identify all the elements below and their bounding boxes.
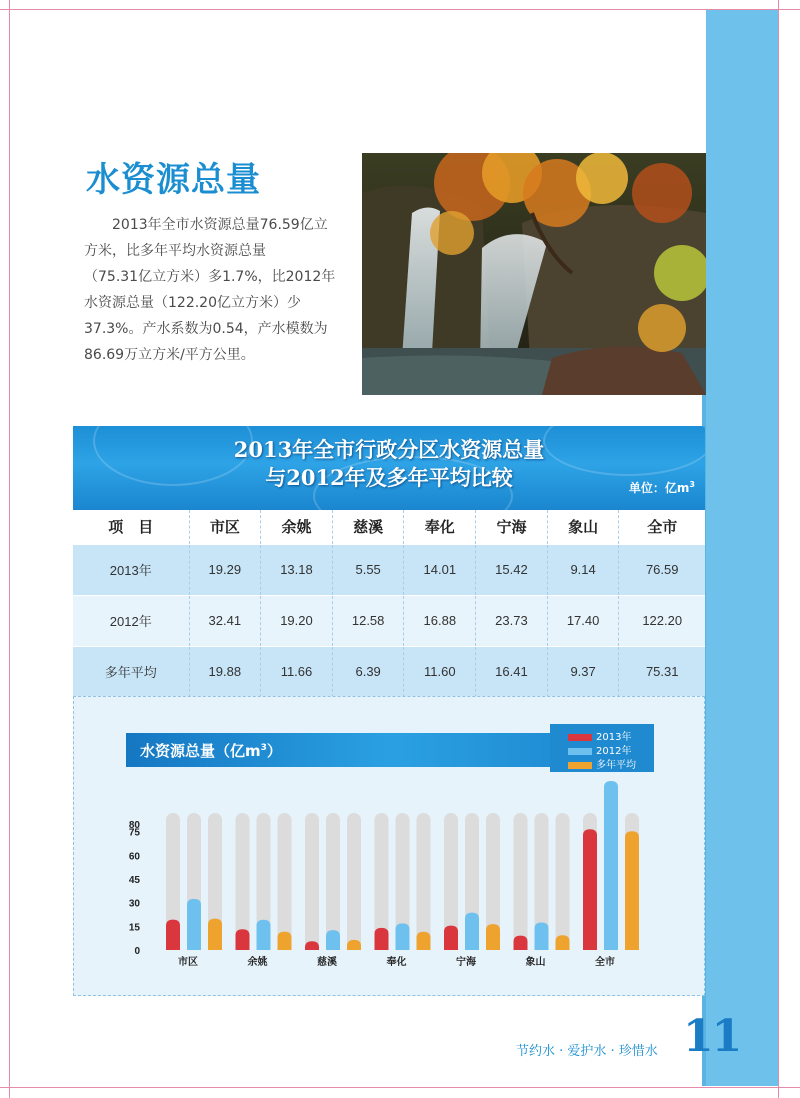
bar-track: [514, 813, 528, 950]
section-title: 水资源总量: [86, 160, 261, 200]
bar: [535, 923, 549, 950]
table-cell: 16.41: [476, 646, 548, 697]
table-cell: 76.59: [619, 544, 705, 595]
y-tick-label: 0: [134, 946, 140, 957]
table-header-row: [73, 510, 705, 544]
bar: [257, 920, 271, 950]
y-tick-label: 45: [128, 875, 140, 887]
bar: [347, 940, 361, 950]
table-cell: 19.29: [189, 544, 261, 595]
header-cell: 全市: [619, 510, 705, 544]
chart-title-superscript: 3: [260, 743, 267, 753]
bar: [625, 831, 639, 950]
table-cell: 122.20: [619, 595, 705, 646]
crop-line-top: [0, 9, 800, 10]
bar: [166, 920, 180, 950]
table-cell: 19.20: [261, 595, 333, 646]
paragraph-line: 2013年全市水资源总量76.59亿立: [112, 217, 328, 233]
bar: [465, 913, 479, 950]
table-cell: 9.14: [547, 544, 619, 595]
bar: [486, 924, 500, 950]
bar-track: [326, 813, 340, 950]
bar: [326, 930, 340, 950]
bar: [396, 923, 410, 950]
paragraph-line: 水资源总量（122.20亿立方米）少: [84, 295, 301, 311]
y-tick-label: 15: [128, 922, 140, 934]
x-tick-label: 奉化: [386, 957, 407, 968]
table-cell: 32.41: [189, 595, 261, 646]
x-tick-label: 慈溪: [317, 957, 337, 968]
bar: [444, 926, 458, 950]
bar: [417, 932, 431, 950]
footer-slogan: 节约水 · 爱护水 · 珍惜水: [516, 1044, 658, 1059]
y-tick-label: 80: [128, 819, 140, 831]
table-cell: 13.18: [261, 544, 333, 595]
header-cell: 项 目: [73, 510, 189, 544]
bar-track: [347, 813, 361, 950]
header-cell: 象山: [547, 510, 619, 544]
bar: [556, 935, 570, 950]
bar: [208, 919, 222, 950]
legend-label: 2012年: [596, 746, 632, 757]
y-tick-label: 30: [128, 898, 140, 910]
bar: [187, 899, 201, 950]
row-label: 多年平均: [73, 646, 189, 697]
x-tick-label: 全市: [595, 957, 615, 968]
x-tick-label: 市区: [178, 957, 198, 968]
bar: [583, 829, 597, 950]
header-cell: 慈溪: [332, 510, 404, 544]
table-cell: 11.60: [404, 646, 476, 697]
table-cell: 11.66: [261, 646, 333, 697]
table-header-banner: [73, 426, 705, 510]
bar-track: [305, 813, 319, 950]
chart-title-close: ）: [266, 742, 282, 760]
crop-line-right: [778, 0, 779, 1098]
table-row: [73, 544, 705, 595]
table-row: [73, 595, 705, 646]
bar: [278, 932, 292, 950]
x-tick-label: 余姚: [247, 957, 268, 968]
summary-paragraph: [84, 212, 348, 368]
bar: [604, 781, 618, 950]
table-cell: 15.42: [476, 544, 548, 595]
header-cell: 余姚: [261, 510, 333, 544]
table-title: [73, 436, 705, 492]
table-cell: 6.39: [332, 646, 404, 697]
header-cell: 宁海: [476, 510, 548, 544]
paragraph-line: （75.31亿立方米）多1.7%，比2012年: [84, 269, 336, 285]
unit-superscript: 3: [689, 480, 695, 489]
bar: [305, 941, 319, 950]
table-cell: 19.88: [189, 646, 261, 697]
chart-panel: [73, 696, 705, 996]
y-tick-label: 60: [128, 851, 140, 863]
bar-chart: [74, 697, 706, 997]
bar-track: [417, 813, 431, 950]
table-title-line: 2013年全市行政分区水资源总量: [233, 437, 545, 462]
header-cell: 市区: [189, 510, 261, 544]
unit-label: [629, 479, 695, 496]
paragraph-line: 方米，比多年平均水资源总量: [84, 243, 266, 259]
unit-text: 单位：亿m: [628, 481, 690, 495]
table-cell: 9.37: [547, 646, 619, 697]
x-tick-label: 宁海: [456, 957, 476, 968]
table-row: [73, 646, 705, 697]
table-title-line: 与2012年及多年平均比较: [265, 465, 513, 490]
row-label: 2013年: [73, 544, 189, 595]
paragraph-line: 37.3%。产水系数为0.54，产水模数为: [84, 321, 328, 337]
table-cell: 75.31: [619, 646, 705, 697]
table-cell: 14.01: [404, 544, 476, 595]
bar: [514, 936, 528, 950]
bar: [375, 928, 389, 950]
table-cell: 17.40: [547, 595, 619, 646]
table-cell: 5.55: [332, 544, 404, 595]
waterfall-photo: [362, 153, 706, 395]
table-cell: 16.88: [404, 595, 476, 646]
table-cell: 12.58: [332, 595, 404, 646]
y-tick-label: 75: [128, 827, 140, 839]
chart-title-text: 水资源总量（亿m: [140, 742, 261, 760]
crop-line-bottom: [0, 1087, 800, 1088]
row-label: 2012年: [73, 595, 189, 646]
side-color-strip: [706, 10, 778, 1086]
comparison-table: [73, 426, 705, 697]
paragraph-line: 86.69万立方米/平方公里。: [84, 347, 255, 363]
page-number: 11: [683, 1011, 741, 1062]
legend-label: 多年平均: [596, 760, 636, 771]
table-cell: 23.73: [476, 595, 548, 646]
bar-track: [278, 813, 292, 950]
legend-label: 2013年: [596, 732, 632, 743]
x-tick-label: 象山: [525, 957, 546, 968]
header-cell: 奉化: [404, 510, 476, 544]
bar-track: [556, 813, 570, 950]
bar: [236, 929, 250, 950]
crop-line-left: [9, 0, 10, 1098]
data-table: [73, 510, 705, 697]
